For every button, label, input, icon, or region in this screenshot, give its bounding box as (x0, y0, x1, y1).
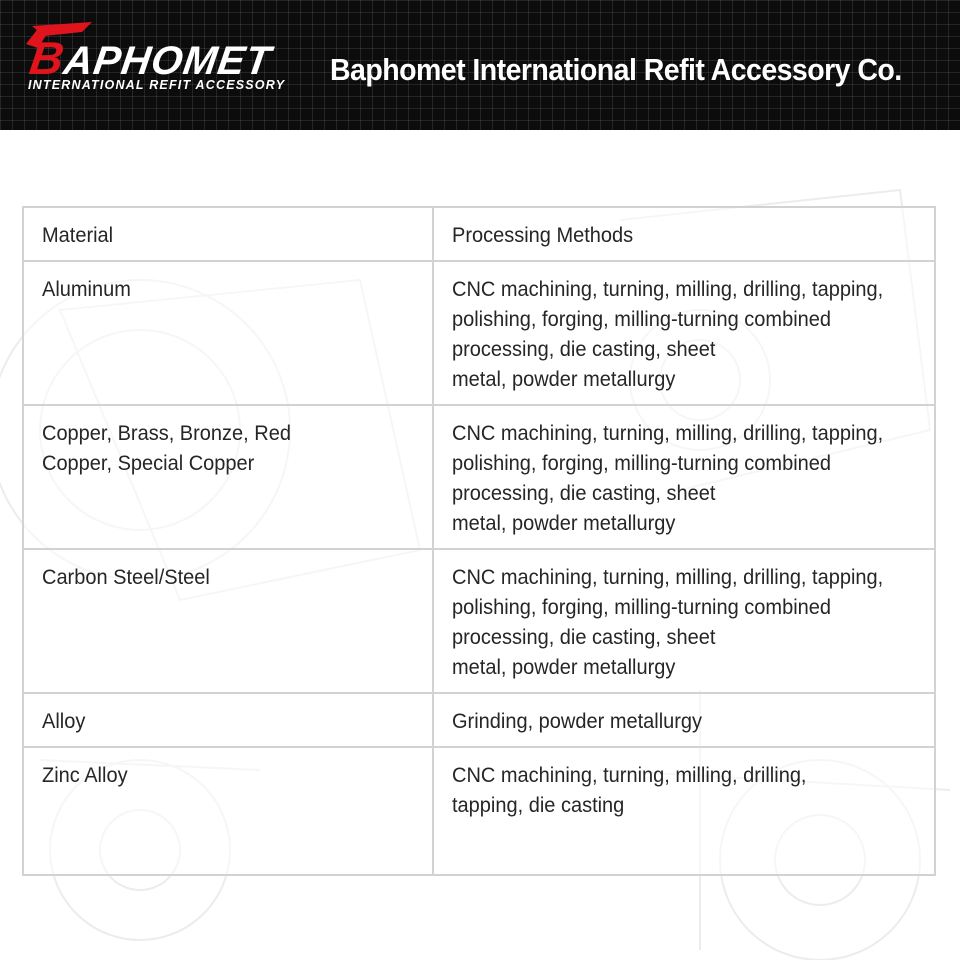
material-cell: Aluminum (23, 261, 433, 405)
material-cell: Copper, Brass, Bronze, Red Copper, Special Copper (23, 405, 433, 549)
material-cell: Alloy (23, 693, 433, 747)
methods-cell: CNC machining, turning, milling, drilling, tapping, polishing, forging, milling-turning combined processing, die casting, sheet metal, powder metallurgy (433, 405, 935, 549)
logo-first-letter: B (26, 32, 69, 84)
methods-cell: Grinding, powder metallurgy (433, 693, 935, 747)
methods-cell: CNC machining, turning, milling, drilling, tapping, polishing, forging, milling-turning combined processing, die casting, sheet metal, powder metallurgy (433, 549, 935, 693)
table-row (23, 549, 935, 693)
table-row (23, 693, 935, 747)
material-cell: Zinc Alloy (23, 747, 433, 875)
logo-tagline: INTERNATIONAL REFIT ACCESSORY (28, 78, 286, 92)
materials-table (22, 206, 936, 876)
table-row (23, 405, 935, 549)
company-name: Baphomet International Refit Accessory Co. (330, 52, 902, 87)
baphomet-logo (22, 18, 312, 98)
methods-cell: CNC machining, turning, milling, drilling, tapping, polishing, forging, milling-turning combined processing, die casting, sheet metal, powder metallurgy (433, 261, 935, 405)
header-material: Material (23, 207, 433, 261)
materials-table-container (22, 206, 936, 876)
methods-cell: CNC machining, turning, milling, drilling, tapping, die casting (433, 747, 935, 875)
logo-wordmark (26, 32, 275, 84)
material-cell: Carbon Steel/Steel (23, 549, 433, 693)
table-header-row (23, 207, 935, 261)
logo-rest: APHOMET (60, 39, 275, 83)
header-banner (0, 0, 960, 130)
header-processing-methods: Processing Methods (433, 207, 935, 261)
table-row (23, 261, 935, 405)
table-row (23, 747, 935, 875)
